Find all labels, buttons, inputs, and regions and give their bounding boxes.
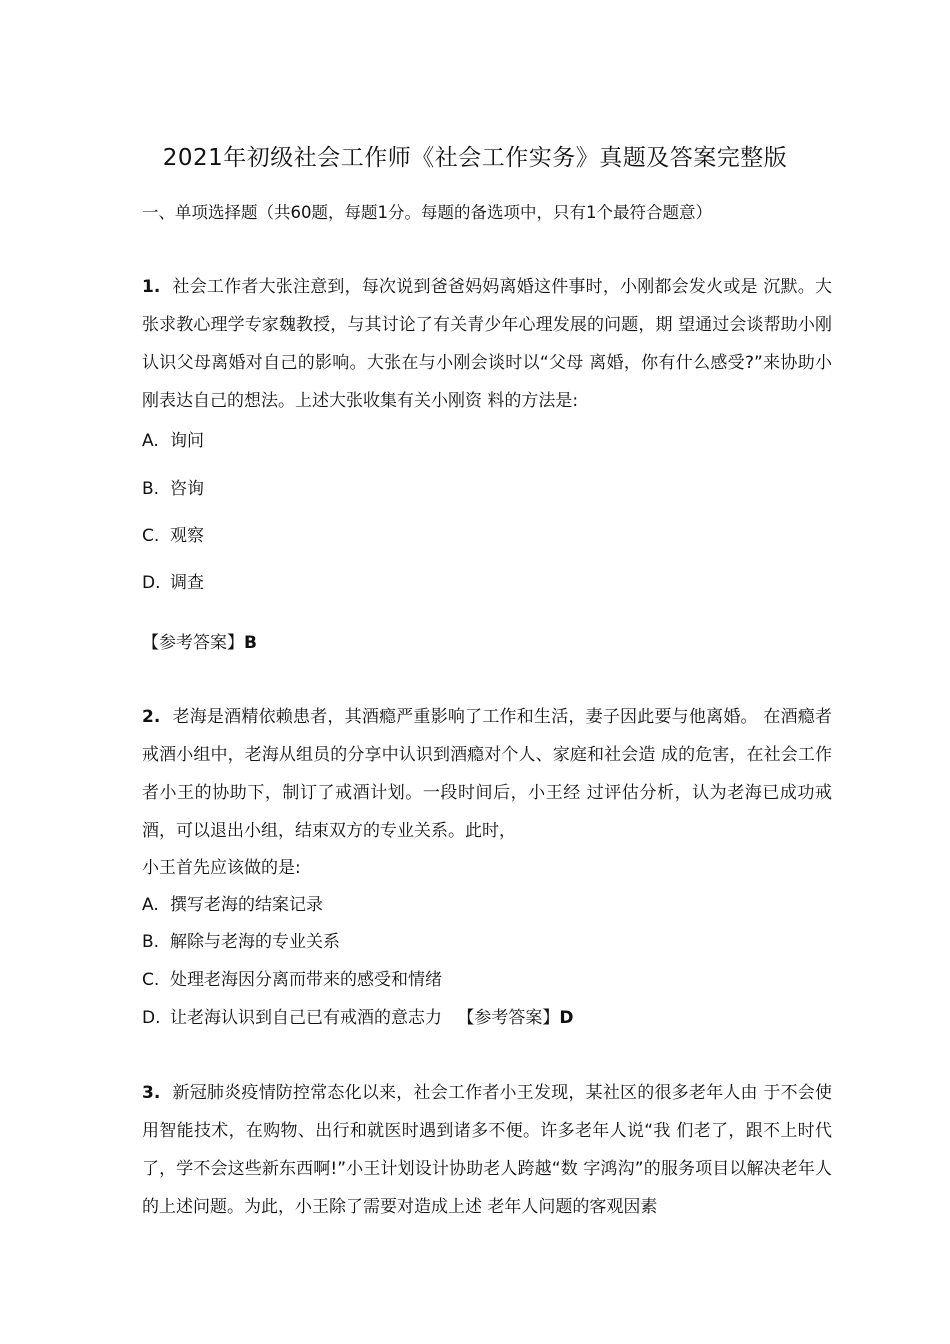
- question-stem: 社会工作者大张注意到，每次说到爸爸妈妈离婚这件事时，小刚都会发火或是 沉默。大张求教心理学专家魏教授，与其讨论了有关青少年心理发展的问题，期 望通过会谈帮助小刚认识父母离婚对自己的影响。大张在与小刚会谈时以“父母 离婚，你有什么感受?”来协助小刚表达自己的想法。上述大张收集有关小刚资 料的方法是:: [142, 277, 832, 411]
- answer-1: [142, 628, 257, 658]
- option-d: [142, 568, 204, 598]
- question-1: [142, 268, 832, 420]
- option-a: [142, 890, 323, 920]
- option-letter: A.: [142, 431, 159, 451]
- option-text: 处理老海因分离而带来的感受和情绪: [170, 970, 442, 990]
- section-heading: 一、单项选择题（共60题，每题1分。每题的备选项中，只有1个最符合题意）: [142, 203, 712, 222]
- option-letter: B.: [142, 932, 160, 952]
- document-title: 2021年初级社会工作师《社会工作实务》真题及答案完整版: [162, 145, 788, 171]
- option-letter: B.: [142, 479, 160, 499]
- answer-value: D: [559, 1008, 574, 1028]
- option-c: [142, 521, 204, 551]
- option-letter: C.: [142, 970, 160, 990]
- option-text: 观察: [170, 526, 204, 546]
- option-letter: C.: [142, 526, 160, 546]
- option-letter: D.: [142, 1008, 161, 1028]
- question-number: 1.: [142, 277, 161, 297]
- option-letter: A.: [142, 895, 159, 915]
- option-b: [142, 474, 204, 504]
- option-c: [142, 965, 442, 995]
- option-text: 询问: [170, 431, 204, 451]
- option-text: 咨询: [170, 479, 204, 499]
- option-text: 让老海认识到自己已有戒酒的意志力: [170, 1008, 442, 1028]
- option-text: 调查: [170, 573, 204, 593]
- answer-label: 【参考答案】: [457, 1008, 560, 1028]
- question-stem-tail: 小王首先应该做的是:: [142, 858, 301, 878]
- answer-value: B: [244, 633, 257, 653]
- question-number: 3.: [142, 1083, 161, 1103]
- question-stem: 新冠肺炎疫情防控常态化以来，社会工作者小王发现，某社区的很多老年人由 于不会使用智能技术，在购物、出行和就医时遇到诸多不便。许多老年人说“我 们老了，跟不上时代了，学不会这些新东西啊!”小王计划设计协助老人跨越“数 字鸿沟”的服务项目以解决老年人的上述问题。为此，小王除了需要对造成上述 老年人问题的客观因素: [142, 1083, 832, 1217]
- answer-label: 【参考答案】: [142, 633, 244, 653]
- question-number: 2.: [142, 707, 161, 727]
- option-d: [142, 1003, 574, 1033]
- option-letter: D.: [142, 573, 161, 593]
- option-b: [142, 927, 340, 957]
- option-text: 解除与老海的专业关系: [170, 932, 340, 952]
- question-3: [142, 1074, 832, 1226]
- question-2: [142, 698, 832, 850]
- option-text: 撰写老海的结案记录: [170, 895, 323, 915]
- question-stem: 老海是酒精依赖患者，其酒瘾严重影响了工作和生活，妻子因此要与他离婚。 在酒瘾者戒酒小组中，老海从组员的分享中认识到酒瘾对个人、家庭和社会造 成的危害，在社会工作者小王的协助下，制订了戒酒计划。一段时间后，小王经 过评估分析，认为老海已成功戒酒，可以退出小组，结束双方的专业关系。此时，: [142, 707, 832, 841]
- option-a: [142, 426, 204, 456]
- answer-2: [457, 1008, 573, 1028]
